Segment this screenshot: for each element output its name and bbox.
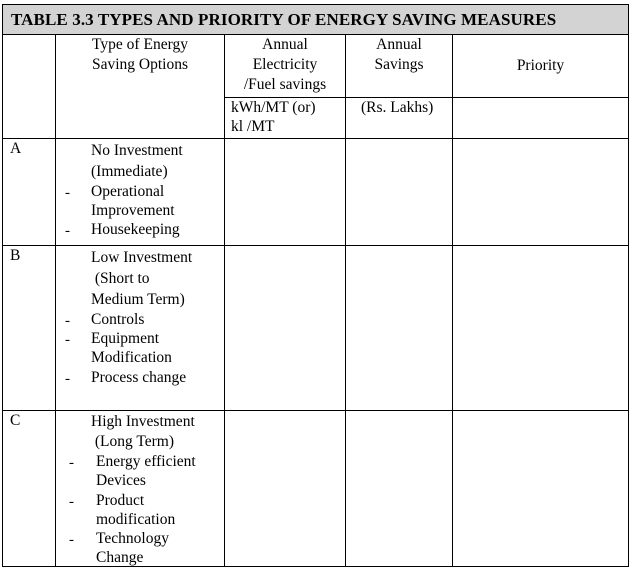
list-item: Energy efficient Devices <box>96 453 196 489</box>
row-heading: Low Investment (Short to Medium Term) <box>91 249 193 308</box>
list-item: Equipment Modification <box>91 330 172 366</box>
row-letter: B <box>10 247 21 264</box>
bullet-dash: - <box>65 223 70 239</box>
list-item: Housekeeping <box>91 221 180 238</box>
list-item: Technology Change <box>96 530 169 566</box>
header-priority: Priority <box>516 57 565 74</box>
header-electricity: Annual Electricity /Fuel savings <box>243 36 327 93</box>
row-divider <box>3 138 628 139</box>
bullet-dash: - <box>65 185 70 201</box>
bullet-dash: - <box>69 494 74 510</box>
row-heading: High Investment (Long Term) <box>91 413 195 450</box>
col-divider <box>55 35 56 567</box>
unit-savings: (Rs. Lakhs) <box>361 99 434 116</box>
bullet-dash: - <box>69 532 74 548</box>
col-divider <box>224 35 225 567</box>
row-heading: No Investment (Immediate) <box>91 142 183 180</box>
header-savings: Annual Savings <box>374 36 424 73</box>
row-letter: A <box>10 140 22 157</box>
bullet-dash: - <box>65 313 70 329</box>
header-type: Type of Energy Saving Options <box>91 36 189 73</box>
energy-saving-table <box>2 4 629 567</box>
row-divider <box>3 410 628 411</box>
unit-electricity: kWh/MT (or) kl /MT <box>231 99 316 135</box>
bullet-dash: - <box>65 371 70 387</box>
list-item: Controls <box>91 311 145 328</box>
bullet-dash: - <box>69 455 74 471</box>
row-letter: C <box>10 412 21 429</box>
col-divider <box>345 35 346 567</box>
bullet-dash: - <box>65 332 70 348</box>
list-item: Product modification <box>96 492 176 528</box>
col-divider <box>452 35 453 567</box>
table-title: TABLE 3.3 TYPES AND PRIORITY OF ENERGY SAVING MEASURES <box>3 5 628 35</box>
row-divider <box>3 245 628 246</box>
list-item: Process change <box>91 369 187 386</box>
list-item: Operational Improvement <box>91 183 175 219</box>
